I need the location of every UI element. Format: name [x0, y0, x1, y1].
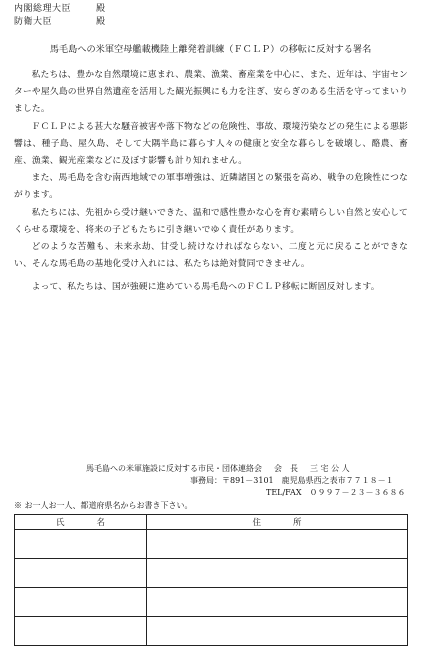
paragraph-2: ＦＣＬＰによる甚大な騒音被害や落下物などの危険性、事故、環境汚染などの発生による悪影響は、種子島、屋久島、そして大隅半島に暮らす人々の健康と安全な暮らしを破壊し、酪農、畜産、漁業、観光産業などに及ぼす影響も計り知れません。 [14, 121, 408, 167]
table-row [15, 588, 408, 617]
organization-tel: TEL/FAX ０９９７－２３－３６８６ [266, 488, 406, 497]
addressee-title: 防衛大臣 [14, 17, 53, 27]
organization-office: 事務局：〒891－3101 鹿児島県西之表市７７１８－１ [190, 476, 394, 485]
name-cell[interactable] [15, 588, 147, 617]
name-cell[interactable] [15, 530, 147, 559]
petition-body [14, 67, 408, 297]
addressee-honorific: 殿 [96, 4, 106, 14]
address-cell[interactable] [147, 559, 408, 588]
paragraph-4: 私たちには、先祖から受け継いできた、温和で感性豊かな心を育む素晴らしい自然と安心してくらせる環境を、将来の子どもたちに引き継いでゆく責任があります。 [14, 207, 408, 235]
header-address: 住所 [147, 515, 408, 530]
address-cell[interactable] [147, 617, 408, 646]
instruction-note: ※ お一人お一人、都道府県名からお書き下さい。 [14, 501, 193, 510]
address-cell[interactable] [147, 530, 408, 559]
signature-table [14, 514, 408, 646]
paragraph-5: どのような苦難も、未来永劫、甘受し続けなければならない、二度と元に戻ることができない、そんな馬毛島の基地化受け入れには、私たちは絶対賛同できません。 [14, 242, 408, 270]
table-row [15, 559, 408, 588]
organization-name: 馬毛島への米軍施設に反対する市民・団体連絡会 [86, 464, 262, 473]
name-cell[interactable] [15, 617, 147, 646]
document-title: 馬毛島への米軍空母艦載機陸上離発着訓練（ＦＣＬＰ）の移転に反対する署名 [49, 44, 372, 55]
header-name: 氏名 [15, 515, 147, 530]
addressee-prime-minister [14, 3, 105, 15]
table-row [15, 530, 408, 559]
organization-chair: 三 宅 公 人 [310, 464, 350, 473]
name-cell[interactable] [15, 559, 147, 588]
paragraph-1: 私たちは、豊かな自然環境に恵まれ、農業、漁業、畜産業を中心に、また、近年は、宇宙センターや屋久島の世界自然遺産を活用した観光振興にも力を注ぎ、安らぎのある生活を守ってまいりました。 [14, 70, 408, 115]
organization-line [86, 463, 350, 475]
organization-role: 会 長 [274, 464, 298, 473]
table-header-row [15, 515, 408, 530]
addressee-defense-minister [14, 16, 105, 28]
table-row [15, 617, 408, 646]
paragraph-3: また、馬毛島を含む南西地域での軍事増強は、近隣諸国との緊張を高め、戦争の危険性につながります。 [14, 173, 408, 201]
addressee-title: 内閣総理大臣 [14, 4, 72, 14]
addressee-honorific: 殿 [96, 17, 106, 27]
paragraph-conclusion: よって、私たちは、国が強硬に進めている馬毛島へのＦＣＬＰ移転に断固反対します。 [31, 282, 380, 293]
address-cell[interactable] [147, 588, 408, 617]
